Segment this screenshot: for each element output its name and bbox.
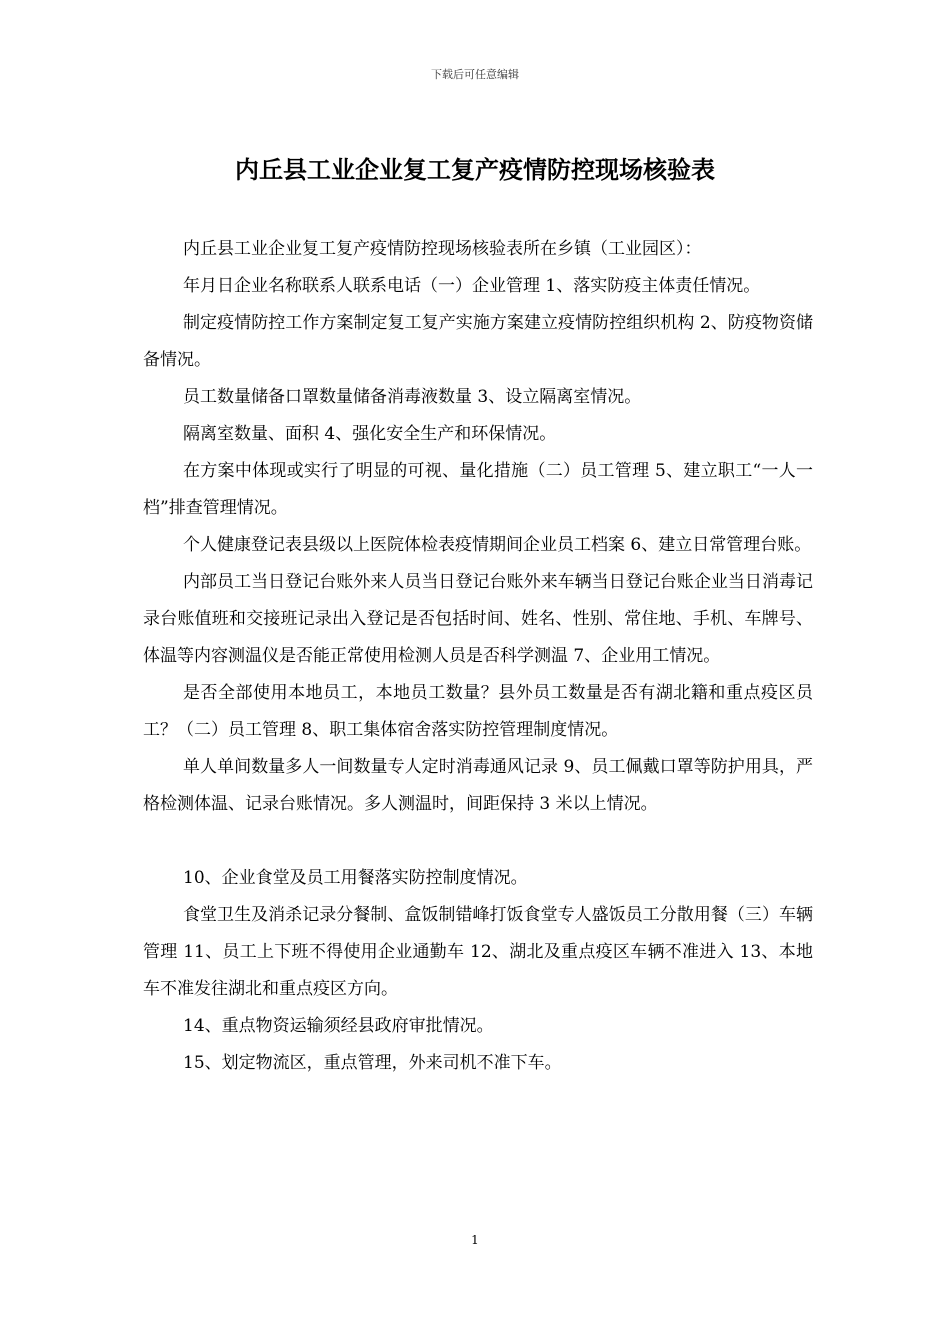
paragraph: 食堂卫生及消杀记录分餐制、盒饭制错峰打饭食堂专人盛饭员工分散用餐（三）车辆管理 11、员工上下班不得使用企业通勤车 12、湖北及重点疫区车辆不准进入 13、本地车不准发往湖北和重点疫区方向。 (143, 905, 813, 999)
paragraph: 个人健康登记表县级以上医院体检表疫情期间企业员工档案 6、建立日常管理台账。 (183, 535, 812, 555)
paragraph: 制定疫情防控工作方案制定复工复产实施方案建立疫情防控组织机构 2、防疫物资储备情况。 (143, 313, 813, 370)
page-header-note: 下载后可任意编辑 (431, 68, 519, 81)
document-body (143, 231, 813, 1082)
paragraph: 隔离室数量、面积 4、强化安全生产和环保情况。 (183, 424, 557, 444)
paragraph: 内部员工当日登记台账外来人员当日登记台账外来车辆当日登记台账企业当日消毒记录台账值班和交接班记录出入登记是否包括时间、姓名、性别、常住地、手机、车牌号、体温等内容测温仪是否能正常使用检测人员是否科学测温 7、企业用工情况。 (143, 572, 813, 666)
paragraph: 在方案中体现或实行了明显的可视、量化措施（二）员工管理 5、建立职工“一人一档”排查管理情况。 (143, 461, 813, 518)
paragraph: 单人单间数量多人一间数量专人定时消毒通风记录 9、员工佩戴口罩等防护用具，严格检测体温、记录台账情况。多人测温时，间距保持 3 米以上情况。 (143, 757, 813, 814)
paragraph: 14、重点物资运输须经县政府审批情况。 (183, 1016, 494, 1036)
document-title: 内丘县工业企业复工复产疫情防控现场核验表 (235, 155, 715, 184)
paragraph: 是否全部使用本地员工，本地员工数量？县外员工数量是否有湖北籍和重点疫区员工？（二）员工管理 8、职工集体宿舍落实防控管理制度情况。 (143, 683, 813, 740)
page-number: 1 (471, 1233, 479, 1247)
paragraph: 15、划定物流区，重点管理，外来司机不准下车。 (183, 1053, 562, 1073)
paragraph: 年月日企业名称联系人联系电话（一）企业管理 1、落实防疫主体责任情况。 (183, 276, 761, 296)
paragraph: 员工数量储备口罩数量储备消毒液数量 3、设立隔离室情况。 (183, 387, 642, 407)
paragraph: 内丘县工业企业复工复产疫情防控现场核验表所在乡镇（工业园区）： (183, 239, 702, 259)
paragraph: 10、企业食堂及员工用餐落实防控制度情况。 (183, 868, 528, 888)
